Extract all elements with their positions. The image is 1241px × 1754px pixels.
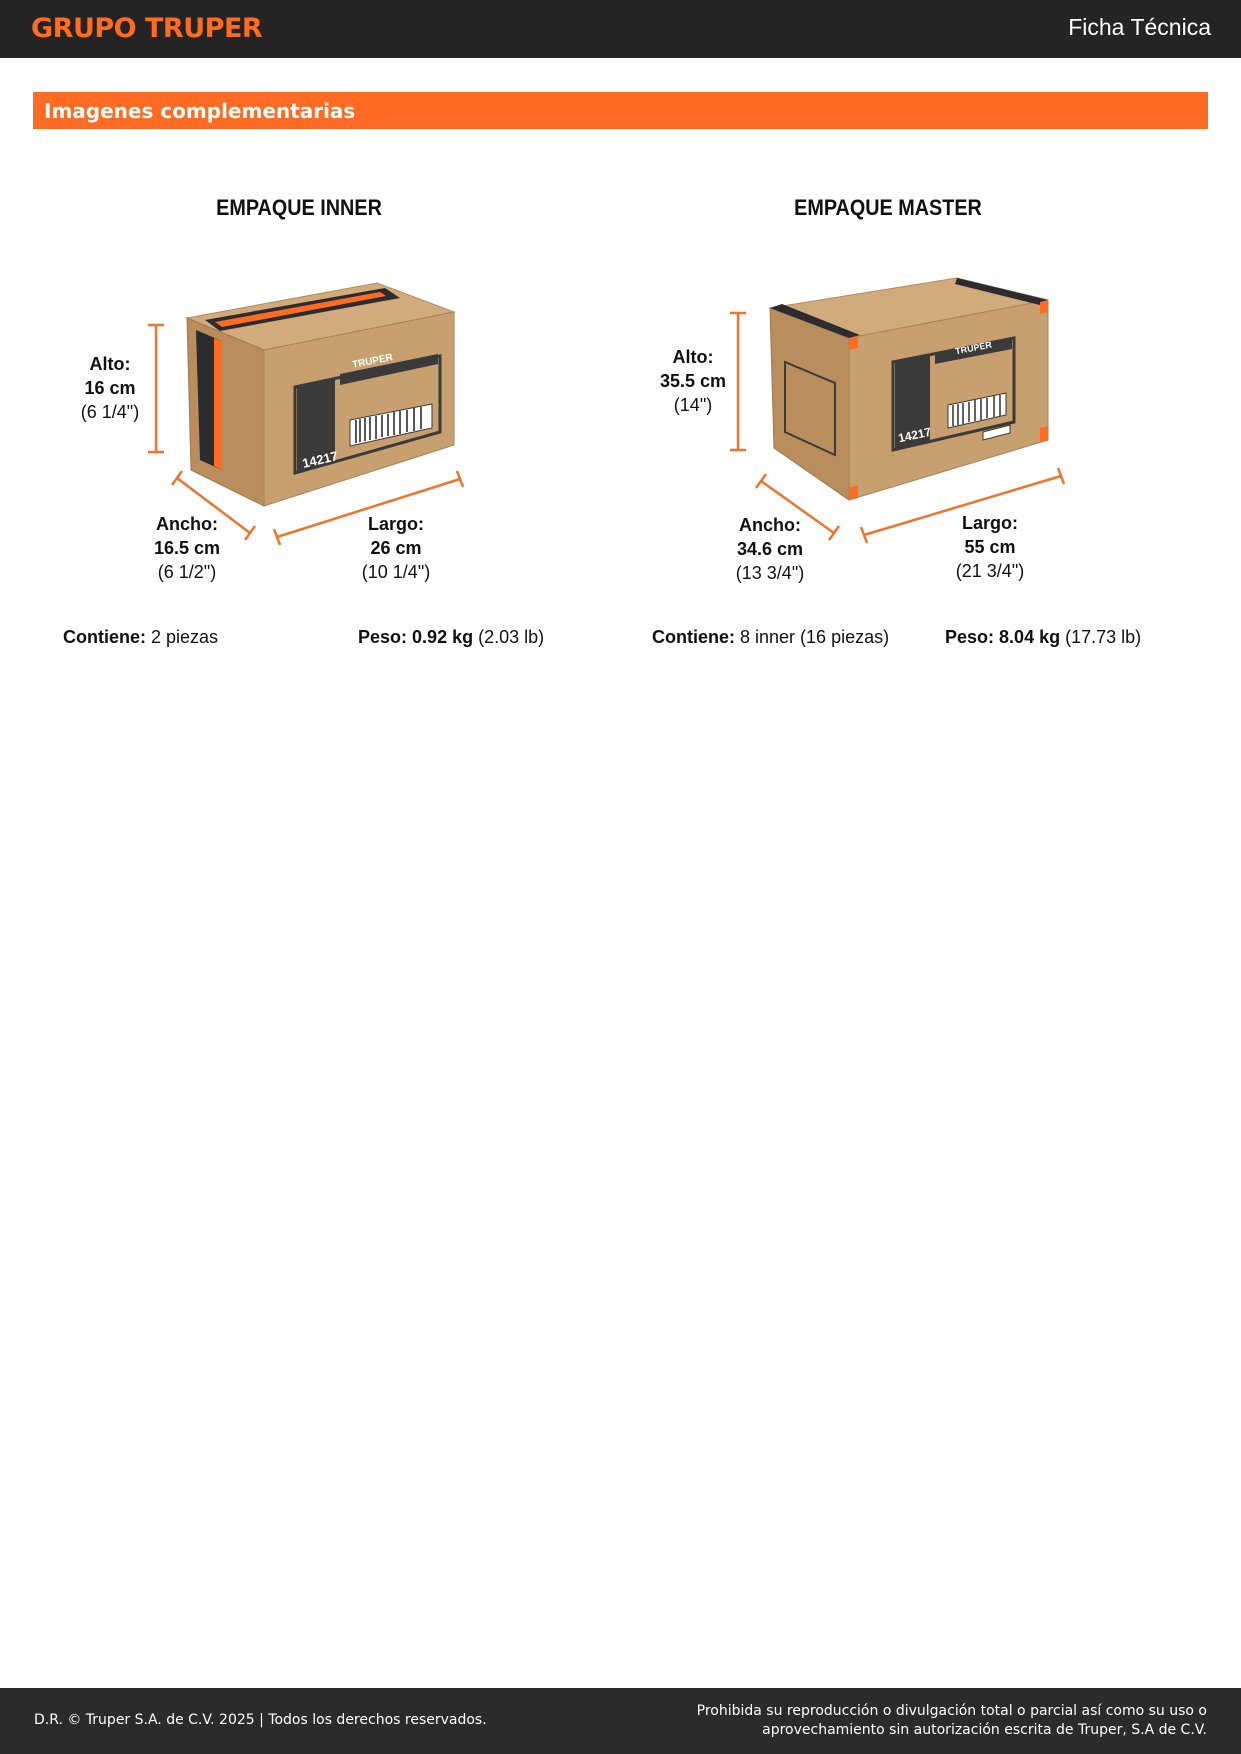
master-box-code: 14217	[896, 424, 933, 446]
legal-notice	[697, 1702, 1207, 1740]
brand-logo: GRUPO TRUPER	[31, 13, 263, 44]
inner-ancho-label: Ancho: 16.5 cm (6 1/2")	[153, 514, 221, 582]
copyright-notice: D.R. © Truper S.A. de C.V. 2025 | Todos los derechos reservados.	[34, 1712, 487, 1728]
inner-largo-label: Largo: 26 cm (10 1/4")	[361, 514, 431, 582]
master-box-image	[730, 278, 1064, 543]
section-title: Imagenes complementarias	[44, 99, 356, 123]
document-title: Ficha Técnica	[1068, 14, 1211, 40]
inner-weight: Peso: 0.92 kg (2.03 lb)	[358, 627, 545, 647]
master-largo-label: Largo: 55 cm (21 3/4")	[955, 513, 1025, 581]
legal-line-2: aprovechamiento sin autorización escrita de Truper, S.A de C.V.	[762, 1722, 1207, 1738]
master-alto-label: Alto: 35.5 cm (14")	[659, 347, 727, 415]
inner-box-code: 14217	[300, 448, 340, 471]
legal-line-1: Prohibida su reproducción o divulgación total o parcial así como su uso o	[696, 1703, 1207, 1719]
master-ancho-label: Ancho: 34.6 cm (13 3/4")	[735, 515, 805, 583]
package-illustrations	[0, 0, 1241, 700]
master-weight: Peso: 8.04 kg (17.73 lb)	[945, 627, 1142, 647]
inner-box-image	[148, 283, 463, 545]
master-box-brand: TRUPER	[954, 339, 993, 357]
master-package-title: EMPAQUE MASTER	[794, 195, 982, 220]
inner-package-title: EMPAQUE INNER	[216, 195, 382, 220]
footer-bar	[0, 1688, 1241, 1754]
master-contents: Contiene: 8 inner (16 piezas)	[652, 627, 890, 647]
inner-box-brand: TRUPER	[351, 352, 394, 371]
inner-alto-label: Alto: 16 cm (6 1/4")	[80, 354, 140, 422]
inner-contents: Contiene: 2 piezas	[63, 627, 219, 647]
